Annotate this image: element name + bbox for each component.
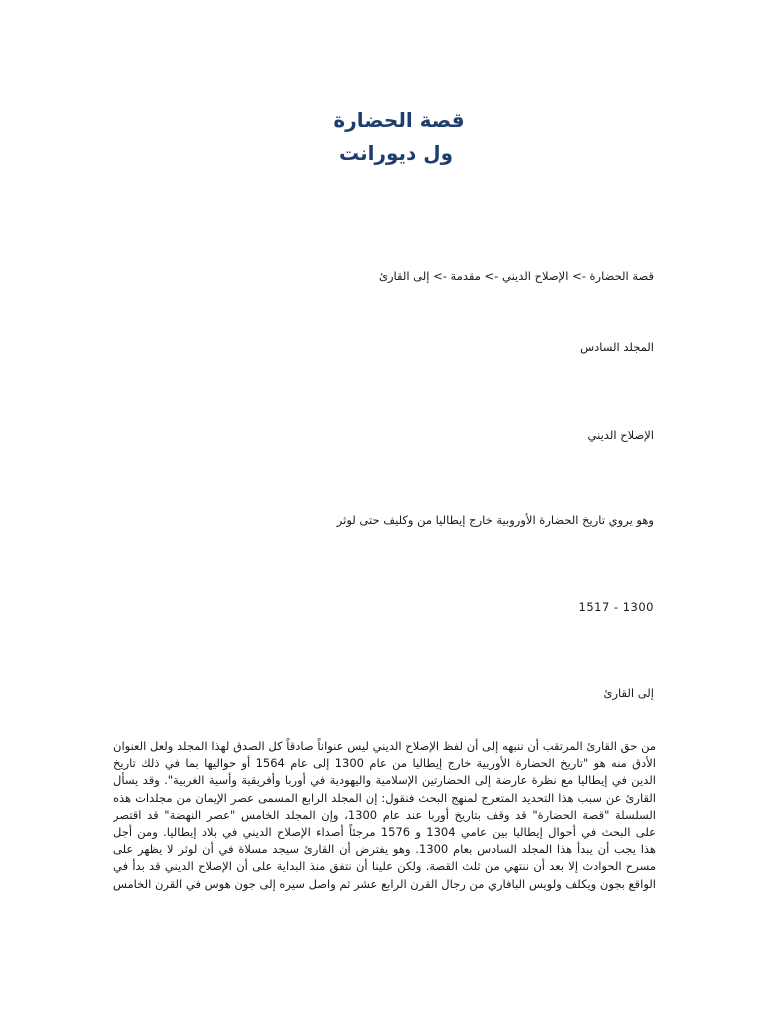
part-title: الإصلاح الديني	[587, 428, 654, 442]
body-line: القارئ عن سبب هذا التحديد المتعرج لمنهج البحث فنقول: إن المجلد الرابع المسمى عصر الإيمان من مجلدات هذه	[113, 790, 656, 805]
body-line: مسرح الحوادث إلا بعد أن ننتهي من ثلث القصة. ولكن علينا أن نتفق منذ البداية على أن الإصلاح الديني قد بدأ في	[113, 859, 656, 874]
body-line: السلسلة "قصة الحضارة" قد وقف بتاريخ أوربا عند عام 1300، وإن المجلد الخامس "عصر النهضة" قد اقتصر	[113, 807, 656, 822]
document-title-block	[0, 104, 768, 170]
body-text	[113, 738, 656, 893]
body-line: الواقع بجون ويكلف ولويس البافاري من رجال القرن الرابع عشر ثم واصل سيره إلى جون هوس في القرن الخامس	[113, 876, 656, 891]
book-title: قصة الحضارة	[333, 108, 465, 132]
body-line: الدين في إيطاليا مع نظرة عارضة إلى الحضارتين الإسلامية واليهودية في أوربا وأفريقية وأسية الغربية". وقد يسأل	[113, 773, 656, 788]
author-name: ول ديورانت	[338, 141, 454, 165]
to-reader-heading: إلى القارئ	[603, 686, 654, 700]
body-line: على البحث في أحوال إيطاليا بين عامي 1304 و 1576 مرجئاً أصداء الإصلاح الديني في بلاد إيطاليا. ومن أجل	[113, 825, 656, 840]
year-range: 1517 - 1300	[578, 600, 654, 614]
body-line: هذا يجب أن يبدأ هذا المجلد السادس بعام 1300. وهو يفترض أن القارئ سيجد مسلاة في أن لوثر لا يظهر على	[113, 842, 656, 857]
volume-label: المجلد السادس	[580, 340, 654, 354]
breadcrumb: قصة الحضارة -> الإصلاح الديني -> مقدمة -> إلى القارئ	[378, 269, 654, 283]
body-line: الأدق منه هو "تاريخ الحضارة الأوربية خارج إيطاليا من عام 1300 إلى عام 1564 أو حواليها بما في ذلك تاريخ	[113, 756, 656, 771]
body-line: من حق القارئ المرتقب أن ننبهه إلى أن لفظ الإصلاح الديني ليس عنواناً صادقاً كل الصدق لهذا المجلد ولعل العنوان	[113, 739, 656, 753]
volume-description: وهو يروي تاريخ الحضارة الأوروبية خارج إيطاليا من وكليف حتى لوثر	[336, 513, 654, 527]
